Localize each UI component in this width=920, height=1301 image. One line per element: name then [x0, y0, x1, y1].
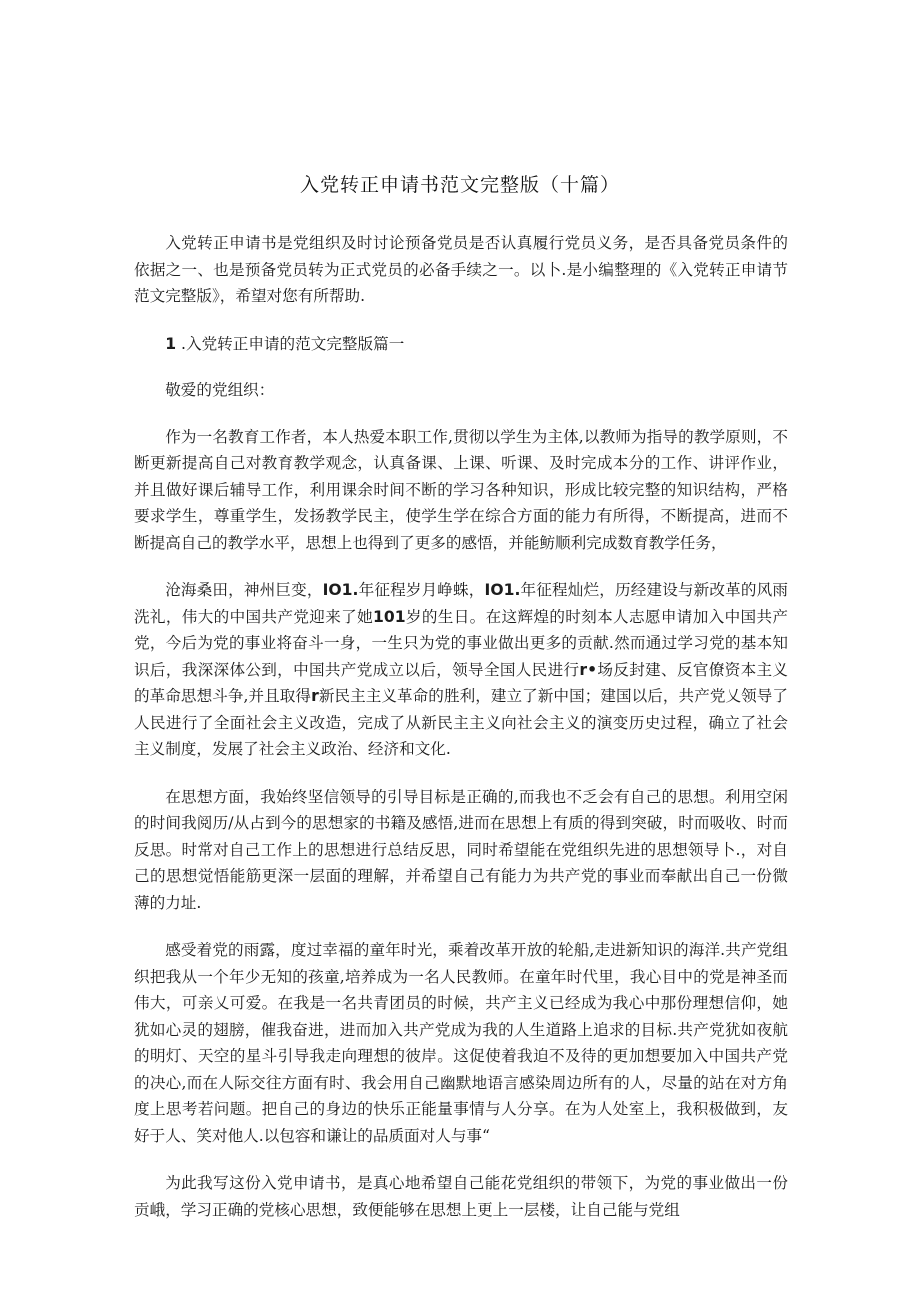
- body-paragraph-1: 作为一名教育工作者，本人热爱本职工作,贯彻以学生为主体,以教师为指导的教学原则，不断更新提高自己对教育教学观念，认真备课、上课、听课、及时完成本分的工作、讲评作业，并且做好课后辅导工作，利用课余时间不断的学习各种知识，形成比较完整的知识结构，严格要求学生，尊重学生，发扬教学民主，使学生学在综合方面的能力有所得，不断提高，进而不断提高自己的教学水平，思想上也得到了更多的感悟，并能鲂顺利完成数育教学任务，: [134, 427, 788, 552]
- p2-bold-1: IO1.: [322, 581, 359, 599]
- section-heading: [134, 331, 788, 358]
- document-body: [134, 230, 788, 1244]
- body-paragraph-2: [134, 577, 788, 763]
- p2-text-2: 年征程岁月峥蛛，: [358, 581, 485, 599]
- body-paragraph-3: 在思想方面，我始终坚信领导的引导目标是正确的,而我也不乏会有自己的思想。利用空闲的时间我阅历/从占到今的思想家的书籍及感悟,进而在思想上有质的得到突破，时而吸收、时而反思。时常对自己工作上的思想进行总结反思，同时希望能在党组织先进的思想领导卜.，对自己的思想觉悟能筋更深一层面的理解，并希望自己有能力为共产党的事业而奉献出自己一份微薄的力址.: [134, 787, 788, 912]
- document-title: 入党转正申请书范文完整版（十篇）: [299, 174, 620, 196]
- p2-text-5: 场反封建、反官僚资本主义的革命思想斗争,并且取得: [134, 660, 788, 705]
- body-paragraph-4: 感受着党的雨露，度过幸福的童年时光，乘着改革开放的轮船,走进新知识的海洋.共产党组织把我从一个年少无知的孩童,培养成为一名人民教师。在童年时代里，我心目中的党是神圣而伟大，可亲乂可爱。在我是一名共青团员的时候，共产主义已经成为我心中那份理想信仰，她犹如心灵的翅膀，催我奋进，进而加入共产党成为我的人生道路上追求的目标.共产党犹如夜航的明灯、天空的星斗引导我走向理想的彼岸。这促使着我迫不及待的更加想要加入中国共产党的决心,而在人际交往方面有时、我会用自己幽默地语言感染周边所有的人，尽量的站在对方角度上思考若问题。把自己的身边的快乐正能量事情与人分享。在为人处室上，我积极做到，友好于人、笑对他人.以包容和谦让的品质面对人与事“: [134, 941, 788, 1145]
- body-paragraph-5: 为此我写这份入党申请书，是真心地希望自己能花党组织的带领下，为党的事业做出一份贡峨，学习正确的党核心思想，致便能够在思想上更上一层楼，让自己能与党组: [134, 1174, 788, 1219]
- p2-bold-4: r•: [579, 660, 598, 679]
- p2-text-6: 新民主主义革命的胜利，建立了新中国；建国以后，共产党乂领导了人民进行了全面社会主义改造，完成了从新民主主义向社会主义的演变历史过程，确立了社会主义制度，发展了社会主义政治、经济和文化.: [134, 687, 788, 758]
- p2-text-3: 年征程灿烂，历经建设与新改革的风雨洗礼，伟大的中国共产党迎来了她: [134, 581, 788, 626]
- p2-bold-2: IO1.: [484, 581, 521, 599]
- p2-text-4: 岁的生日。在这辉煌的时刻本人志愿申请加入中国共产党，今后为党的事业将奋斗一身，一生只为党的事业做出更多的贡献.然而通过学习党的基本知识后，我深深体公到，中国共产党成立以后，领导全国人民进行: [134, 607, 788, 679]
- section-heading-text: .入党转正申请的范文完整版篇一: [181, 334, 405, 353]
- intro-paragraph: 入党转正申请书是党组织及时讨论预备党员是否认真履行党员义务，是否具备党员条件的依据之一、也是预备党员转为正式党员的必备手续之一。以卜.是小编整理的《入党转正申请节范文完整版》，希望对您有所帮助.: [134, 234, 788, 305]
- p2-bold-3: 101: [373, 607, 406, 626]
- p2-text-1: 沧海桑田，神州巨变，: [165, 581, 323, 599]
- p2-bold-5: r: [311, 687, 319, 705]
- salutation: 敬爱的党组织：: [165, 381, 275, 399]
- section-number: 1: [165, 334, 177, 353]
